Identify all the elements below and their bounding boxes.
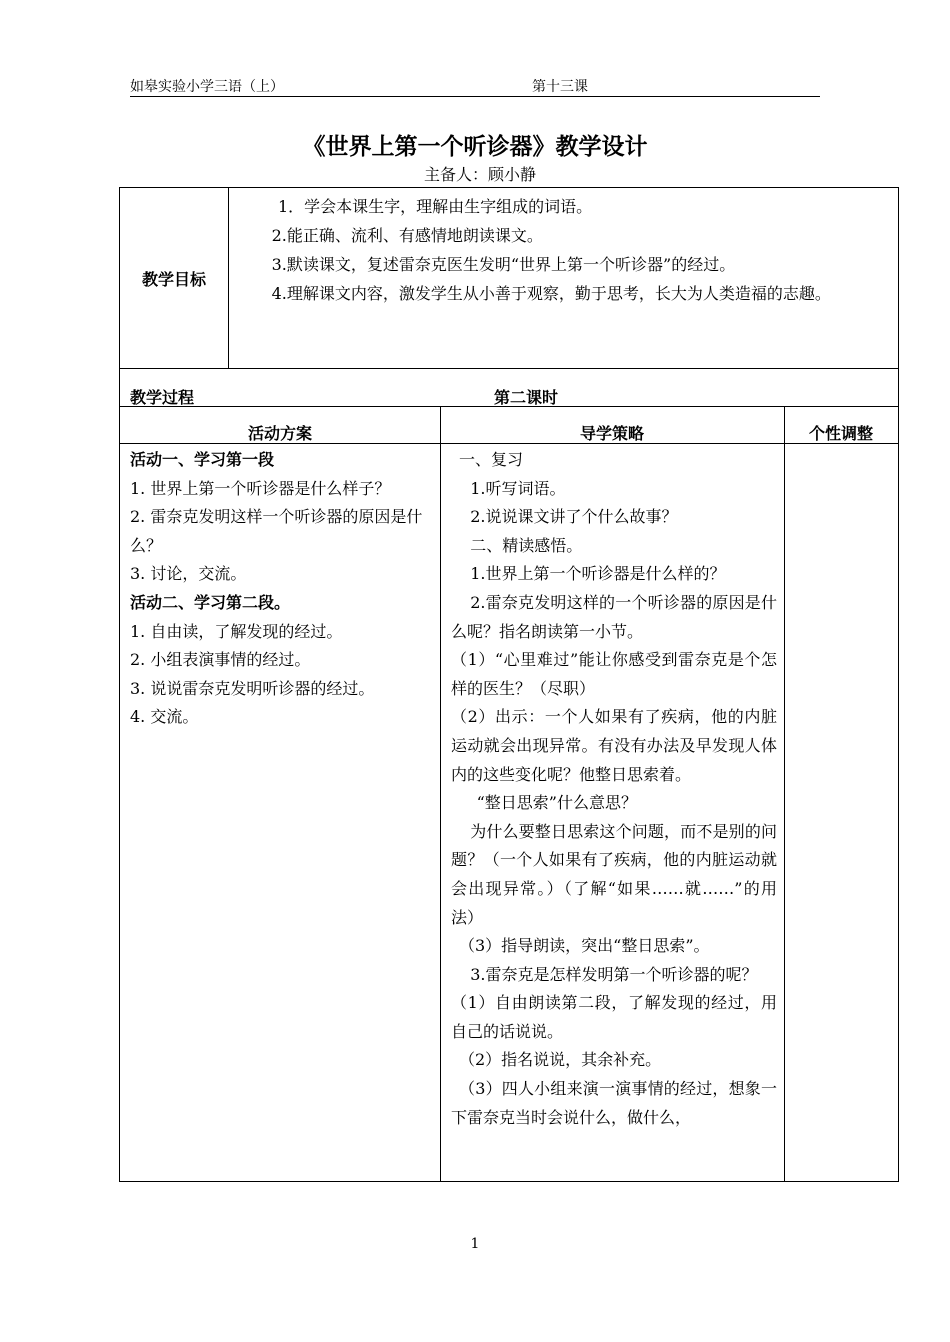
goals-list — [238, 192, 893, 308]
column-header-strategy: 导学策略 — [579, 424, 644, 443]
strategy-column — [451, 446, 777, 1132]
lesson-table — [119, 187, 899, 1182]
strategy-item: （1）“心里难过”能让你感受到雷奈克是个怎样的医生？（尽职） — [451, 650, 777, 698]
goal-item: 1．学会本课生字，理解由生字组成的词语。 — [278, 197, 593, 216]
col-divider-1 — [440, 406, 441, 1181]
activity-item: 3. 讨论，交流。 — [130, 564, 247, 584]
activity-item: 2. 小组表演事情的经过。 — [130, 650, 311, 670]
activity-column — [130, 446, 430, 732]
header-school: 如皋实验小学三语（上） — [130, 79, 284, 95]
goal-item: 3.默读课文，复述雷奈克医生发明“世界上第一个听诊器”的经过。 — [271, 255, 736, 274]
activity-item: 活动二、学习第二段。 — [130, 592, 291, 612]
strategy-item: （3）指导朗读，突出“整日思索”。 — [459, 936, 710, 956]
document-title: 《世界上第一个听诊器》教学设计 — [302, 133, 648, 160]
strategy-item: 一、复习 — [459, 450, 524, 469]
strategy-item: 2.雷奈克发明这样的一个听诊器的原因是什么呢？指名朗读第一小节。 — [451, 592, 777, 641]
activity-item: 3. 说说雷奈克发明听诊器的经过。 — [130, 678, 375, 698]
strategy-item: （2）出示：一个人如果有了疾病，他的内脏运动就会出现异常。有没有办法及早发现人体内的这些变化呢？他整日思索着。 — [451, 707, 777, 784]
activity-item: 2. 雷奈克发明这样一个听诊器的原因是什么？ — [130, 507, 423, 555]
col-divider-2 — [784, 406, 785, 1181]
activity-item: 4. 交流。 — [130, 707, 199, 727]
page-header — [130, 76, 820, 97]
strategy-item: （2）指名说说，其余补充。 — [459, 1050, 662, 1070]
goals-divider — [228, 188, 229, 368]
strategy-item: （1）自由朗读第二段，了解发现的经过，用自己的话说说。 — [451, 993, 777, 1041]
strategy-item: 为什么要整日思索这个问题，而不是别的问题？（一个人如果有了疾病，他的内脏运动就会出现异常。）（了解“如果……就……”的用法） — [451, 821, 777, 927]
strategy-item: 3.雷奈克是怎样发明第一个听诊器的呢？ — [470, 964, 758, 984]
strategy-item: 二、精读感悟。 — [470, 535, 583, 555]
activity-item: 1. 世界上第一个听诊器是什么样子？ — [130, 478, 391, 498]
header-lesson: 第十三课 — [532, 79, 588, 95]
page-number: 1 — [470, 1236, 480, 1252]
goals-label: 教学目标 — [141, 269, 206, 289]
row-line-goals — [120, 368, 898, 369]
process-label: 教学过程 — [130, 388, 195, 407]
preparer-line: 主备人：顾小静 — [423, 165, 536, 184]
column-header-adjust: 个性调整 — [808, 424, 873, 443]
goal-item: 2.能正确、流利、有感情地朗读课文。 — [271, 226, 543, 245]
process-period: 第二课时 — [494, 388, 559, 407]
strategy-item: 1.世界上第一个听诊器是什么样的？ — [470, 564, 726, 584]
activity-item: 1. 自由读，了解发现的经过。 — [130, 621, 343, 641]
activity-item: 活动一、学习第一段 — [130, 450, 275, 469]
strategy-item: “整日思索”什么意思？ — [476, 793, 637, 813]
strategy-item: 2.说说课文讲了个什么故事？ — [470, 507, 678, 527]
strategy-item: （3）四人小组来演一演事情的经过，想象一下雷奈克当时会说什么，做什么， — [451, 1079, 777, 1127]
goal-item: 4.理解课文内容，激发学生从小善于观察，勤于思考，长大为人类造福的志趣。 — [271, 284, 831, 303]
column-header-activity: 活动方案 — [247, 424, 312, 443]
strategy-item: 1.听写词语。 — [470, 478, 566, 498]
